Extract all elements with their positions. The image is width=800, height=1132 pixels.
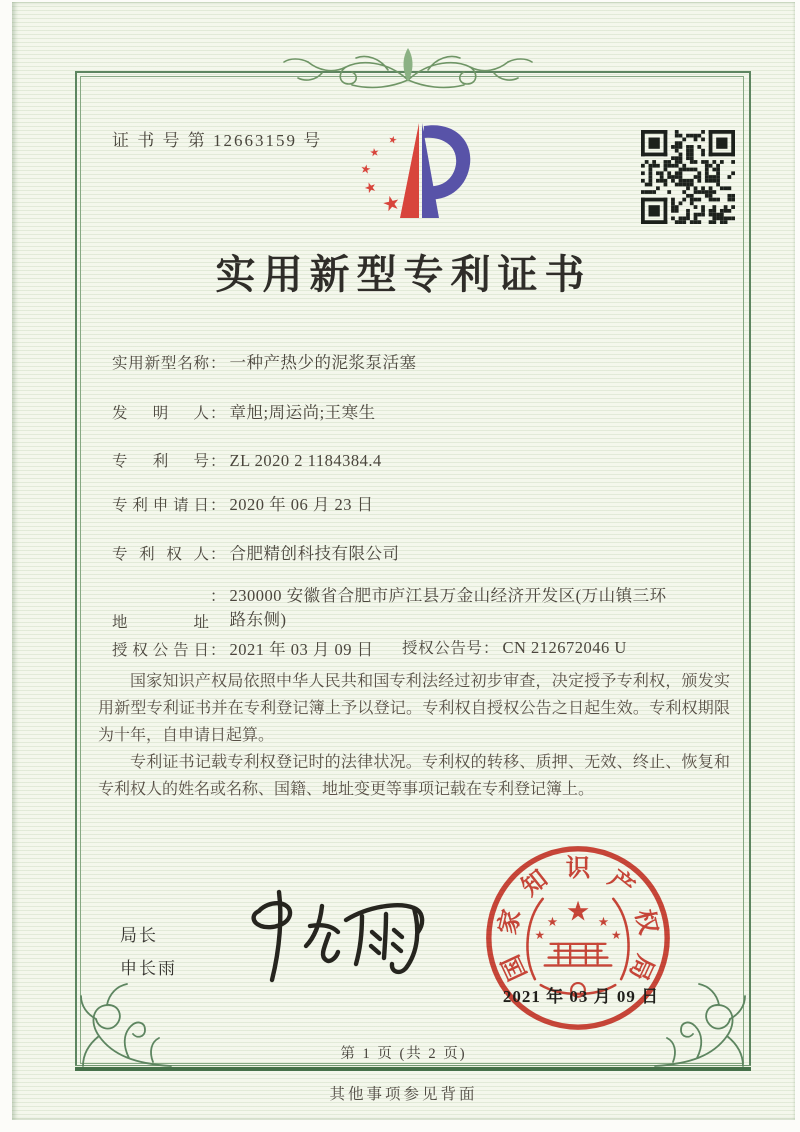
colon: ： (210, 497, 226, 514)
frame-bottom-rule (75, 1065, 751, 1071)
field-row-inventor (112, 399, 376, 423)
cnipa-logo-icon (348, 114, 478, 236)
colon: ： (210, 588, 226, 605)
certificate-title: 实用新型专利证书 (215, 252, 592, 297)
certificate-page (12, 2, 795, 1120)
svg-text:国: 国 (497, 950, 533, 985)
field-row-patentee (112, 540, 400, 564)
svg-text:★: ★ (534, 927, 546, 942)
colon: ： (210, 642, 226, 659)
svg-text:识: 识 (565, 854, 591, 882)
svg-text:家: 家 (494, 906, 527, 937)
svg-text:★: ★ (597, 915, 610, 931)
field-label-grant-no: 授权公告号 (402, 640, 482, 657)
certificate-number: 证 书 号 第 12663159 号 (112, 131, 323, 150)
field-row-patent-no (112, 449, 382, 471)
colon: ： (210, 355, 226, 372)
signature-icon (234, 886, 429, 988)
field-label-grant-date: 授权公告日 (112, 642, 209, 659)
svg-text:★: ★ (368, 145, 381, 160)
seal-date: 2021 年 03 月 09 日 (502, 987, 660, 1006)
field-row-name (112, 349, 417, 373)
svg-text:知: 知 (516, 865, 553, 902)
field-row-filing-date (112, 491, 374, 515)
qr-code-icon (641, 130, 735, 224)
seal-gate (545, 944, 612, 966)
svg-text:★: ★ (386, 134, 399, 147)
legal-paragraph-2: 专利证书记载专利权登记时的法律状况。专利权的转移、质押、无效、终止、恢复和专利权人的姓名或名称、国籍、地址变更等事项记载在专利登记簿上。 (98, 754, 730, 798)
field-label-patentee: 专利权人 (112, 546, 209, 563)
field-label-address: 地址 (112, 614, 209, 631)
field-label-patent-no: 专利号 (112, 453, 209, 470)
svg-text:★: ★ (361, 178, 380, 198)
field-value-name: 一种产热少的泥浆泵活塞 (229, 353, 417, 372)
svg-text:★: ★ (610, 927, 622, 942)
field-row-address (112, 584, 678, 632)
field-row-grant (112, 636, 627, 660)
field-value-grant-date: 2021 年 03 月 09 日 (229, 640, 374, 659)
field-value-address: 230000 安徽省合肥市庐江县万金山经济开发区(万山镇三环路东侧) (229, 586, 667, 629)
field-label-filing-date: 专利申请日 (112, 497, 209, 514)
svg-text:权: 权 (629, 906, 662, 937)
seal-emblem (535, 896, 622, 942)
svg-text:★: ★ (546, 915, 559, 931)
field-value-grant-no: CN 212672046 U (502, 638, 627, 657)
logo-blue-bowl (422, 125, 470, 199)
svg-text:★: ★ (379, 189, 403, 218)
logo-stars (359, 134, 403, 217)
page-number: 第 1 页 (共 2 页) (340, 1046, 467, 1062)
colon: ： (210, 546, 226, 563)
back-side-note: 其他事项参见背面 (329, 1086, 478, 1103)
field-label-name: 实用新型名称 (112, 355, 209, 372)
svg-text:★: ★ (565, 896, 591, 928)
field-label-inventor: 发明人 (112, 405, 209, 422)
colon: ： (210, 453, 226, 470)
svg-text:★: ★ (359, 161, 373, 177)
signer-title: 局长 (120, 926, 158, 945)
field-value-patentee: 合肥精创科技有限公司 (229, 544, 400, 563)
legal-paragraph-1: 国家知识产权局依照中华人民共和国专利法经过初步审查，决定授予专利权，颁发实用新型专利证书并在专利登记簿上予以登记。专利权自授权公告之日起生效。专利权期限为十年，自申请日起算。 (98, 673, 730, 744)
svg-text:局: 局 (623, 950, 659, 985)
field-grant-no-group (402, 636, 627, 658)
legal-text (98, 668, 730, 803)
svg-text:产: 产 (603, 865, 640, 902)
colon: ： (483, 640, 499, 657)
field-value-inventor: 章旭;周运尚;王寒生 (229, 403, 376, 422)
logo-red-wedge (400, 123, 419, 218)
field-value-patent-no: ZL 2020 2 1184384.4 (229, 451, 382, 470)
signer-name: 申长雨 (120, 959, 177, 978)
colon: ： (210, 405, 226, 422)
field-value-filing-date: 2020 年 06 月 23 日 (229, 495, 374, 514)
